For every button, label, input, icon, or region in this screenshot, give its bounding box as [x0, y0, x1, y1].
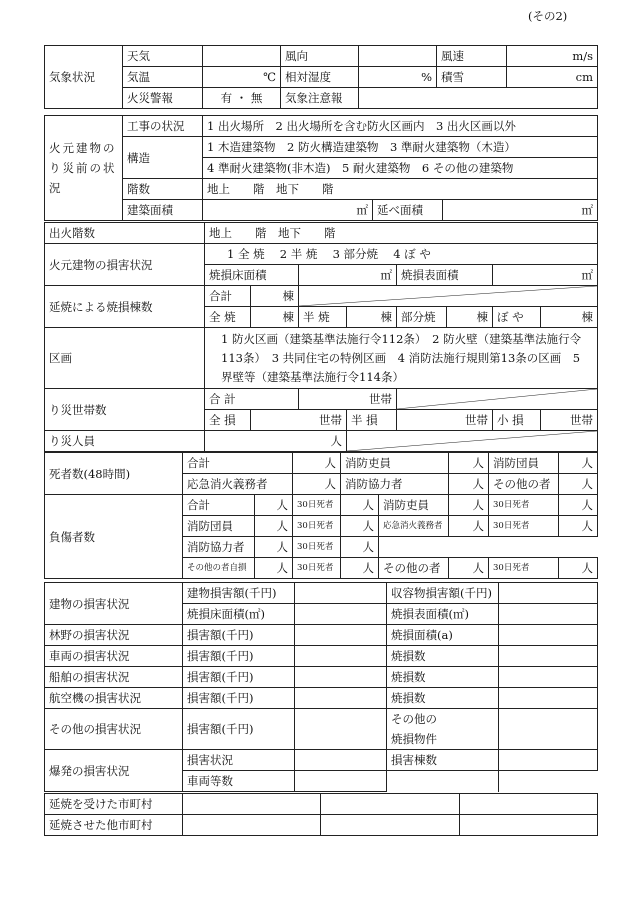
- shisha-kyoryoku-unit[interactable]: 人: [449, 474, 489, 495]
- tatemono-hyomen-value[interactable]: [499, 604, 598, 625]
- bubunsho-label: 部分焼: [397, 307, 447, 328]
- fusho-jisho-30-label: 30日死者: [293, 558, 341, 579]
- koji-options[interactable]: 1 出火場所 2 出火場所を含む防火区画内 3 出火区画以外: [203, 116, 598, 137]
- hanson-label: 半 損: [347, 410, 397, 431]
- fusho-kyoryoku-unit[interactable]: 人: [255, 537, 293, 558]
- koji-label: 工事の状況: [123, 116, 203, 137]
- nobe-menseki-value[interactable]: ㎡: [443, 200, 598, 221]
- fusho-shobo-ri-label: 消防吏員: [379, 495, 449, 516]
- fuko-value[interactable]: [359, 46, 437, 67]
- shoson-hyomen-label: 焼損表面積: [397, 265, 493, 286]
- shoson-yuka-label: 焼損床面積: [205, 265, 299, 286]
- injured-table: [44, 494, 598, 579]
- tatemono-yuka-value[interactable]: [295, 604, 387, 625]
- shisha-sonota-unit[interactable]: 人: [559, 474, 598, 495]
- rinya-songaigaku-value[interactable]: [295, 625, 387, 646]
- origin-section-label: 火元建物のり災前の状況: [45, 116, 123, 221]
- kenchiku-menseki-value[interactable]: ㎡: [203, 200, 373, 221]
- diagonal-line: [397, 389, 597, 409]
- kokuki-songaigaku-value[interactable]: [295, 688, 387, 709]
- tatemono-label: 建物の損害状況: [45, 583, 183, 625]
- hansho-label: 半 焼: [299, 307, 347, 328]
- origin-building-table: [44, 115, 598, 221]
- ensho-gokei-value[interactable]: 棟: [251, 286, 299, 307]
- weather-section-label: 気象状況: [45, 46, 123, 109]
- ensho-saseta-value-2[interactable]: [321, 815, 460, 836]
- hikamoto-songai-label: 火元建物の損害状況: [45, 244, 205, 286]
- risai-gokei-label: 合 計: [205, 389, 299, 410]
- kokuki-shosonsu-label: 焼損数: [387, 688, 499, 709]
- risai-jinin-diagonal: [347, 431, 598, 452]
- fusoku-unit[interactable]: m/s: [507, 46, 598, 67]
- tatemono-yuka-label: 焼損床面積(㎡): [183, 604, 295, 625]
- shisha-shobo-danin-unit[interactable]: 人: [559, 453, 598, 474]
- sonota-bukken-line1: その他の: [391, 712, 437, 726]
- fusho-okyu-label: 応急消火義務者: [379, 516, 449, 537]
- fusho-sonota-label: その他の者: [379, 558, 449, 579]
- property-table: [44, 582, 598, 792]
- fusho-sonota-30-unit[interactable]: 人: [559, 558, 598, 579]
- sonota-bukken-label: [387, 709, 499, 750]
- ensho-tosu-label: 延焼による焼損棟数: [45, 286, 205, 328]
- kokuki-shosonsu-value[interactable]: [499, 688, 598, 709]
- shisha-shobo-ri-unit[interactable]: 人: [449, 453, 489, 474]
- rinya-label: 林野の損害状況: [45, 625, 183, 646]
- risai-jinin-unit[interactable]: 人: [205, 431, 347, 452]
- nobe-menseki-label: 延べ面積: [373, 200, 443, 221]
- fusho-gokei-unit[interactable]: 人: [255, 495, 293, 516]
- fusho-okyu-unit[interactable]: 人: [449, 516, 489, 537]
- shuyo-songaigaku-label: 収容物損害額(千円): [387, 583, 499, 604]
- shisha-gokei-unit[interactable]: 人: [293, 453, 341, 474]
- fusho-gokei-30-label: 30日死者: [293, 495, 341, 516]
- senpaku-shosonsu-label: 焼損数: [387, 667, 499, 688]
- kion-label: 気温: [123, 67, 203, 88]
- sonota-songaigaku-value[interactable]: [295, 709, 387, 750]
- ensho-gokei-label: 合計: [205, 286, 251, 307]
- sekisetsu-label: 積雪: [437, 67, 507, 88]
- tatemono-hyomen-label: 焼損表面積(㎡): [387, 604, 499, 625]
- fusho-gokei-30-unit[interactable]: 人: [341, 495, 379, 516]
- page-label: (その2): [528, 9, 568, 23]
- sharyo-shosonsu-value[interactable]: [499, 646, 598, 667]
- shitsudo-label: 相対湿度: [281, 67, 359, 88]
- ensho-uketa-label: 延焼を受けた市町村: [45, 794, 183, 815]
- bakuhatsu-sharyo-value[interactable]: [295, 771, 387, 792]
- bakuhatsu-songai-label: 損害状況: [183, 750, 295, 771]
- kisho-chuiho-value[interactable]: [359, 88, 598, 109]
- fusho-danin-30-label: 30日死者: [293, 516, 341, 537]
- ensho-saseta-value-3[interactable]: [460, 815, 598, 836]
- fusho-kyoryoku-30-unit[interactable]: 人: [341, 537, 379, 558]
- bakuhatsu-sharyo-label: 車両等数: [183, 771, 295, 792]
- rinya-songaigaku-label: 損害額(千円): [183, 625, 295, 646]
- shitsudo-unit[interactable]: %: [359, 67, 437, 88]
- zensho-label: 全 焼: [205, 307, 251, 328]
- tatemono-songaigaku-value[interactable]: [295, 583, 387, 604]
- diagonal-line: [299, 286, 597, 306]
- kasai-keiho-umu[interactable]: 有 ・ 無: [203, 88, 281, 109]
- bakuhatsu-tosu-label: 損害棟数: [387, 750, 499, 771]
- hikamoto-options[interactable]: 1 全 焼 2 半 焼 3 部分焼 4 ぼ や: [205, 244, 598, 265]
- shisha-gokei-label: 合計: [183, 453, 293, 474]
- weather-table: [44, 45, 598, 109]
- shisha-shobo-ri-label: 消防吏員: [341, 453, 449, 474]
- kenchiku-menseki-label: 建築面積: [123, 200, 203, 221]
- zenson-unit[interactable]: 世帯: [251, 410, 347, 431]
- kion-unit[interactable]: ℃: [203, 67, 281, 88]
- shoson-label: 小 損: [493, 410, 541, 431]
- kokuki-songaigaku-label: 損害額(千円): [183, 688, 295, 709]
- fusho-kyoryoku-label: 消防協力者: [183, 537, 255, 558]
- kaisu-value[interactable]: 地上 階 地下 階: [203, 179, 598, 200]
- bakuhatsu-blank-2: [499, 771, 598, 792]
- ensho-uketa-value-1[interactable]: [183, 794, 321, 815]
- kukaku-options[interactable]: 1 防火区画（建築基準法施行令112条） 2 防火壁（建築基準法施行令113条） 3 共同住宅の特例区画 4 消防法施行規則第13条の区画 5 界壁等（建築基準法施行令114条）: [205, 328, 598, 389]
- senpaku-shosonsu-value[interactable]: [499, 667, 598, 688]
- bakuhatsu-label: 爆発の損害状況: [45, 750, 183, 792]
- bakuhatsu-songai-value[interactable]: [295, 750, 387, 771]
- shoson-yuka-value[interactable]: ㎡: [299, 265, 397, 286]
- ensho-saseta-label: 延焼させた他市町村: [45, 815, 183, 836]
- fusho-gokei-label: 合計: [183, 495, 255, 516]
- fusho-danin-unit[interactable]: 人: [255, 516, 293, 537]
- rinya-menseki-label: 焼損面積(a): [387, 625, 499, 646]
- bubunsho-value[interactable]: 棟: [447, 307, 493, 328]
- ensho-uketa-value-3[interactable]: [460, 794, 598, 815]
- municipal-table: [44, 793, 598, 836]
- fusho-kyoryoku-30-label: 30日死者: [293, 537, 341, 558]
- fuko-label: 風向: [281, 46, 359, 67]
- fusoku-label: 風速: [437, 46, 507, 67]
- sekisetsu-unit[interactable]: cm: [507, 67, 598, 88]
- tenki-value[interactable]: [203, 46, 281, 67]
- tenki-label: 天気: [123, 46, 203, 67]
- damage-table: [44, 222, 598, 452]
- fusho-sonota-unit[interactable]: 人: [449, 558, 489, 579]
- shisha-kyoryoku-label: 消防協力者: [341, 474, 449, 495]
- zensho-value[interactable]: 棟: [251, 307, 299, 328]
- risai-gokei-unit[interactable]: 世帯: [299, 389, 397, 410]
- fusho-jisho-label: その他の者自損: [183, 558, 255, 579]
- sharyo-label: 車両の損害状況: [45, 646, 183, 667]
- hanson-unit[interactable]: 世帯: [397, 410, 493, 431]
- senpaku-label: 船舶の損害状況: [45, 667, 183, 688]
- sonota-songaigaku-label: 損害額(千円): [183, 709, 295, 750]
- fusho-jisho-unit[interactable]: 人: [255, 558, 293, 579]
- rinya-menseki-value[interactable]: [499, 625, 598, 646]
- shisha-shobo-danin-label: 消防団員: [489, 453, 559, 474]
- shukka-kaisu-value[interactable]: 地上 階 地下 階: [205, 223, 598, 244]
- shukka-kaisu-label: 出火階数: [45, 223, 205, 244]
- ensho-uketa-value-2[interactable]: [321, 794, 460, 815]
- shisha-okyu-unit[interactable]: 人: [293, 474, 341, 495]
- ensho-blank-diagonal: [299, 286, 598, 307]
- senpaku-songaigaku-label: 損害額(千円): [183, 667, 295, 688]
- bakuhatsu-tosu-value[interactable]: [499, 750, 598, 771]
- kukaku-label: 区画: [45, 328, 205, 389]
- fusho-okyu-30-label: 30日死者: [489, 516, 559, 537]
- sonota-label: その他の損害状況: [45, 709, 183, 750]
- casualties-table: [44, 452, 598, 495]
- fusho-danin-30-unit[interactable]: 人: [341, 516, 379, 537]
- shuyo-songaigaku-value[interactable]: [499, 583, 598, 604]
- fusho-danin-label: 消防団員: [183, 516, 255, 537]
- kozo-label: 構造: [123, 137, 203, 179]
- shoson-unit[interactable]: 世帯: [541, 410, 598, 431]
- fusho-okyu-30-unit[interactable]: 人: [559, 516, 598, 537]
- kozo-options-1[interactable]: 1 木造建築物 2 防火構造建築物 3 準耐火建築物（木造）: [203, 137, 598, 158]
- sharyo-songaigaku-label: 損害額(千円): [183, 646, 295, 667]
- fusho-shobo-ri-unit[interactable]: 人: [449, 495, 489, 516]
- risai-jinin-label: り災人員: [45, 431, 205, 452]
- fushosha-label: 負傷者数: [45, 495, 183, 579]
- kisho-chuiho-label: 気象注意報: [281, 88, 359, 109]
- risai-blank-diagonal: [397, 389, 598, 410]
- sharyo-shosonsu-label: 焼損数: [387, 646, 499, 667]
- shisha-sonota-label: その他の者: [489, 474, 559, 495]
- sharyo-songaigaku-value[interactable]: [295, 646, 387, 667]
- bakuhatsu-blank: [387, 771, 499, 792]
- fusho-shobo-ri-30-unit[interactable]: 人: [559, 495, 598, 516]
- sonota-bukken-line2: 焼損物件: [391, 732, 437, 746]
- kasai-keiho-label: 火災警報: [123, 88, 203, 109]
- boya-value[interactable]: 棟: [541, 307, 598, 328]
- zenson-label: 全 損: [205, 410, 251, 431]
- kaisu-label: 階数: [123, 179, 203, 200]
- fusho-shobo-ri-30-label: 30日死者: [489, 495, 559, 516]
- fusho-blank: [379, 537, 598, 558]
- senpaku-songaigaku-value[interactable]: [295, 667, 387, 688]
- risai-setai-label: り災世帯数: [45, 389, 205, 431]
- kokuki-label: 航空機の損害状況: [45, 688, 183, 709]
- tatemono-songaigaku-label: 建物損害額(千円): [183, 583, 295, 604]
- fusho-jisho-30-unit[interactable]: 人: [341, 558, 379, 579]
- boya-label: ぼ や: [493, 307, 541, 328]
- diagonal-line: [347, 431, 597, 451]
- fusho-sonota-30-label: 30日死者: [489, 558, 559, 579]
- shisha-okyu-label: 応急消火義務者: [183, 474, 293, 495]
- shisha-label: 死者数(48時間): [45, 453, 183, 495]
- ensho-saseta-value-1[interactable]: [183, 815, 321, 836]
- shoson-hyomen-value[interactable]: ㎡: [493, 265, 598, 286]
- kozo-options-2[interactable]: 4 準耐火建築物(非木造) 5 耐火建築物 6 その他の建築物: [203, 158, 598, 179]
- hansho-value[interactable]: 棟: [347, 307, 397, 328]
- sonota-bukken-value[interactable]: [499, 709, 598, 750]
